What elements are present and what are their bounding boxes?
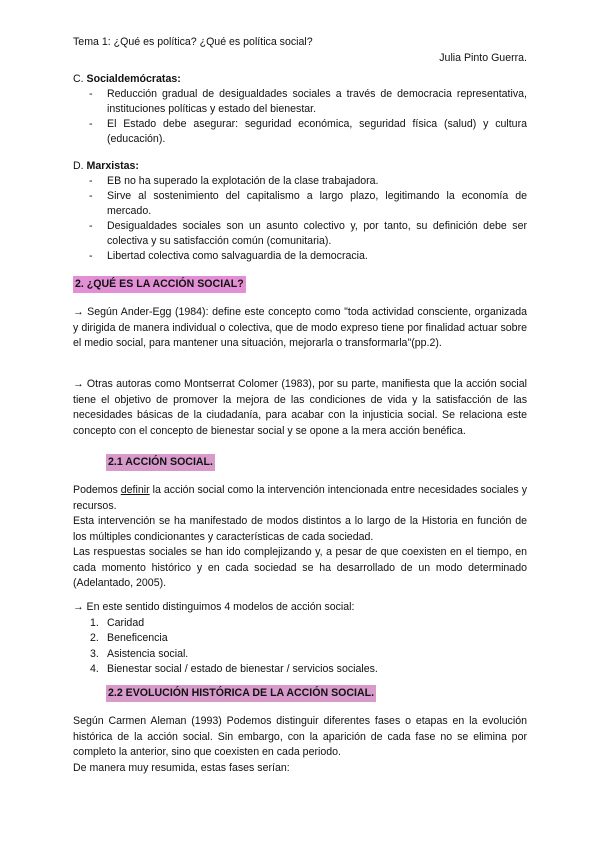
heading-highlight: 2.1 ACCIÓN SOCIAL. <box>106 454 215 471</box>
paragraph-definicion: Podemos definir la acción social como la intervención intencionada entre necesidades sociales y recursos. Esta intervención se ha manifestado de modos distintos a lo largo de la Historia en función de los múltiples condicionantes y características de cada sociedad. Las respuestas sociales se han ido complejizando y, a pesar de que coexisten en el tiempo, en cada momento histórico y en cada sociedad se ha desarrollado de un modo determinado (Adelantado, 2005). <box>73 484 527 589</box>
section-socialdemocratas <box>73 72 527 147</box>
models-intro: → En este sentido distinguimos 4 modelos de acción social: <box>73 601 355 613</box>
list-item: 2. Beneficencia <box>90 632 168 644</box>
paragraph-evolucion: Según Carmen Aleman (1993) Podemos distinguir diferentes fases o etapas en la evolución histórica de la acción social. Sin embargo, con la aparición de cada fase no se elimina por completo la anterior, sino que coexisten en cada periodo. De manera muy resumida, estas fases serían: <box>73 715 527 774</box>
list-item: - Desigualdades sociales son un asunto colectivo y, por tanto, su definición debe ser colectiva y su satisfacción común (comunitaria). <box>73 219 527 249</box>
heading-que-es-accion-social <box>73 276 527 293</box>
heading-highlight: 2.2 EVOLUCIÓN HISTÓRICA DE LA ACCIÓN SOCIAL. <box>106 685 376 702</box>
section-c-list <box>73 87 527 147</box>
section-d-list <box>73 174 527 264</box>
paragraph-ander-egg: → Según Ander-Egg (1984): define este concepto como "toda actividad consciente, organizada y dirigida de manera individual o colectiva, que de modo expreso tiene por finalidad actuar sobre el medio social, para mantener una situación, mejorarla o transformarla"(pp.2). <box>73 306 527 349</box>
section-d-title: D. Marxistas: <box>73 160 139 172</box>
list-item: - El Estado debe asegurar: seguridad económica, seguridad física (salud) y cultura (educación). <box>73 117 527 147</box>
underlined-word: definir <box>120 484 150 496</box>
list-item: - EB no ha superado la explotación de la clase trabajadora. <box>73 174 527 189</box>
heading-highlight: 2. ¿QUÉ ES LA ACCIÓN SOCIAL? <box>73 276 246 293</box>
list-item: 1. Caridad <box>90 616 145 629</box>
heading-evolucion-historica <box>106 685 526 702</box>
paragraph-colomer: → Otras autoras como Montserrat Colomer (1983), por su parte, manifiesta que la acción social tiene el objetivo de promover la mejora de las condiciones de vida y la satisfacción de las necesidades básicas de la ciudadanía, para acabar con la injusticia social. Se relaciona este concepto con el concepto de bienestar social y se opone a la mera acción benéfica. <box>73 378 527 437</box>
list-item: - Libertad colectiva como salvaguardia de la democracia. <box>73 249 527 264</box>
document-header: Tema 1: ¿Qué es política? ¿Qué es política social? <box>73 36 313 48</box>
section-marxistas <box>73 159 527 264</box>
models-list <box>73 616 527 678</box>
models-section <box>73 600 527 678</box>
heading-accion-social <box>106 454 526 471</box>
list-item: - Sirve al sostenimiento del capitalismo a largo plazo, legitimando la economía de mercado. <box>73 189 527 219</box>
list-item: - Reducción gradual de desigualdades sociales a través de democracia representativa, instituciones políticas y estado del bienestar. <box>73 87 527 117</box>
author-name: Julia Pinto Guerra. <box>439 52 527 64</box>
list-item: 4. Bienestar social / estado de bienestar / servicios sociales. <box>90 663 378 675</box>
list-item: 3. Asistencia social. <box>90 647 189 660</box>
section-c-title: C. Socialdemócratas: <box>73 73 181 85</box>
